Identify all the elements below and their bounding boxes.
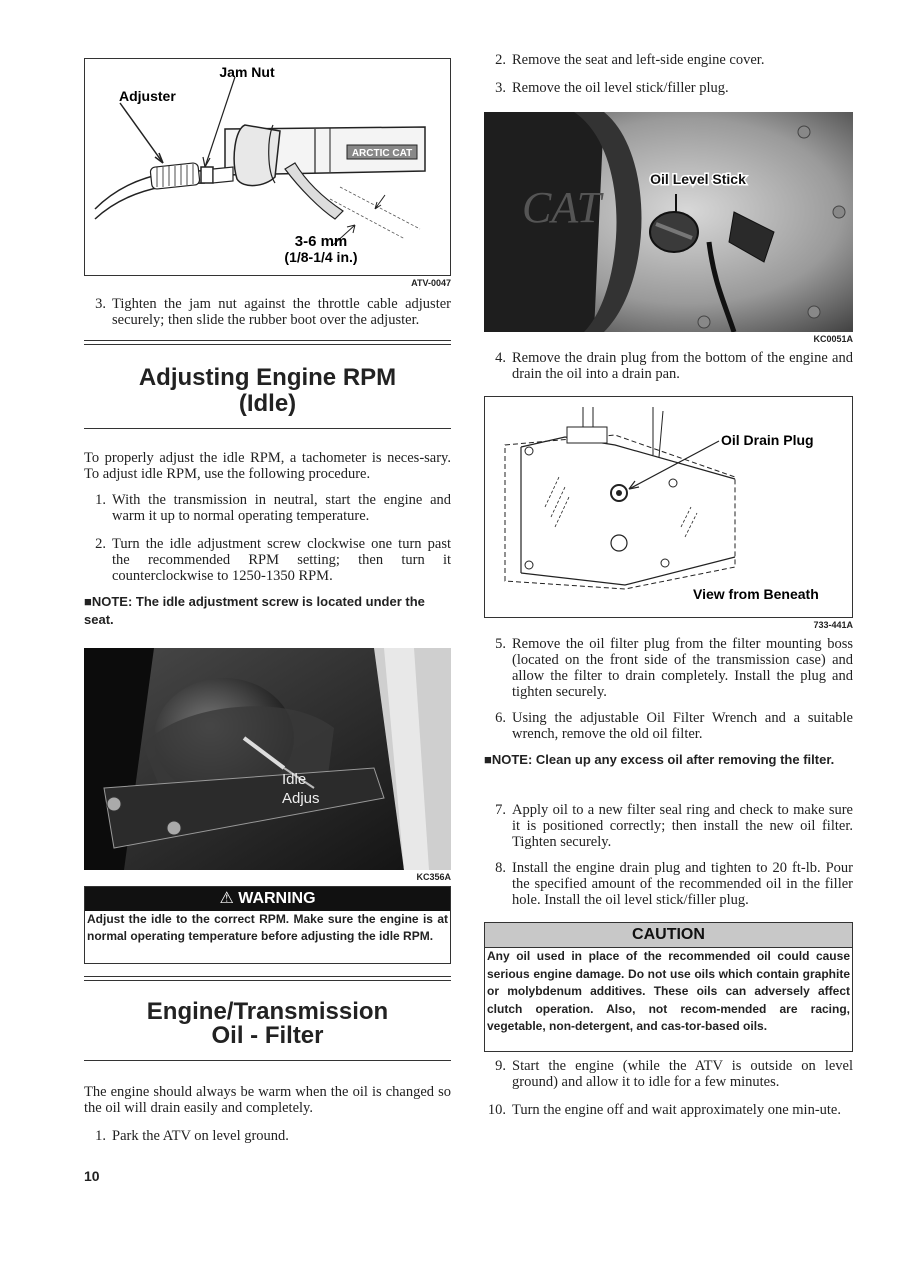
section-divider: [84, 976, 451, 981]
section-intro: The engine should always be warm when the oil is changed so the oil will drain easily and completely.: [84, 1084, 451, 1116]
oil-level-stick-photo: [484, 112, 853, 332]
step-number: 1.: [95, 1128, 106, 1144]
list-item: [484, 636, 853, 702]
idle-label-line2: Adjus: [282, 790, 320, 807]
jam-nut-label: Jam Nut: [219, 64, 275, 80]
step-number: 5.: [495, 636, 506, 652]
step-text: Using the adjustable Oil Filter Wrench and a suitable wrench, remove the old oil filter.: [512, 710, 853, 742]
list-item: [84, 492, 451, 526]
oil-drain-plug-label: Oil Drain Plug: [721, 432, 814, 448]
list-item: [84, 296, 451, 330]
throttle-adjuster-drawing: [85, 59, 450, 275]
step-text: Remove the oil filter plug from the filter mounting boss (located on the front side of the transmission case) and allow the filter to drain completely. Install the plug and tighten securely.: [512, 636, 853, 700]
step-text: Turn the idle adjustment screw clockwise one turn past the recommended RPM setting; then turn it counterclockwise to 1250-1350 RPM.: [112, 536, 451, 584]
section-heading-line2: Oil - Filter: [211, 1022, 324, 1049]
step-number: 4.: [495, 350, 506, 366]
step-number: 9.: [495, 1058, 506, 1074]
list-item: [484, 710, 853, 744]
caution-box: [484, 922, 853, 1052]
section-heading-line2: (Idle): [238, 390, 297, 417]
section-heading-line1: Adjusting Engine RPM: [138, 364, 397, 391]
section-intro: To properly adjust the idle RPM, a tachometer is neces-sary. To adjust idle RPM, use the following procedure.: [84, 450, 451, 482]
list-item: [84, 536, 451, 586]
list-item: [484, 1102, 853, 1136]
note-text: ■NOTE: Clean up any excess oil after removing the filter.: [484, 752, 835, 767]
gap-mm-label: 3-6 mm: [294, 233, 348, 250]
step-text: Apply oil to a new filter seal ring and check to make sure it is positioned correctly; then install the new oil filter. Tighten securely.: [512, 802, 853, 850]
figure-caption: 733-441A: [813, 620, 853, 630]
caution-text: Any oil used in place of the recommended oil could cause serious engine damage. Do not use oils which contain graphite or molybdenum additives. These oils can adversely affect clutch operation. Also, not recom-mended are racing, vegetable, non-detergent, and cas-tor-based oils.: [487, 949, 850, 1033]
step-text: Tighten the jam nut against the throttle cable adjuster securely; then slide the rubber boot over the adjuster.: [112, 296, 451, 328]
section-divider: [84, 340, 451, 345]
step-number: 6.: [495, 710, 506, 726]
list-item: [484, 80, 853, 98]
step-text: Turn the engine off and wait approximately one min-ute.: [512, 1102, 841, 1118]
list-item: [484, 1058, 853, 1092]
engine-cover-brand: CAT: [522, 183, 602, 232]
step-number: 10.: [487, 1102, 506, 1118]
list-item: [484, 52, 853, 70]
adjuster-label: Adjuster: [119, 88, 176, 104]
view-from-beneath-label: View from Beneath: [693, 586, 819, 602]
step-number: 3.: [495, 80, 506, 96]
step-text: Start the engine (while the ATV is outside on level ground) and allow it to idle for a few minutes.: [512, 1058, 853, 1090]
list-item: [84, 1128, 451, 1146]
figure-caption: ATV-0047: [411, 278, 451, 288]
list-item: [484, 860, 853, 910]
drain-plug-figure: [484, 396, 853, 618]
throttle-adjuster-figure: [84, 58, 451, 276]
warning-box: [84, 886, 451, 964]
caution-title: CAUTION: [485, 923, 852, 948]
step-number: 1.: [95, 492, 106, 508]
step-text: Install the engine drain plug and tighten to 20 ft-lb. Pour the specified amount of the recommended oil in the filler hole. Install the oil level stick/filler plug.: [512, 860, 853, 908]
step-text: Remove the drain plug from the bottom of the engine and drain the oil into a drain pan.: [512, 350, 853, 382]
oil-level-stick-label: Oil Level Stick: [650, 171, 746, 187]
step-text: With the transmission in neutral, start the engine and warm it up to normal operating temperature.: [112, 492, 451, 524]
step-text: Remove the seat and left-side engine cover.: [512, 52, 765, 68]
section-rule: [84, 1060, 451, 1061]
page-number: 10: [84, 1168, 100, 1184]
figure-caption: KC0051A: [813, 334, 853, 344]
warning-title: ⚠ WARNING: [85, 887, 450, 911]
figure-caption: KC356A: [416, 872, 451, 882]
list-item: [484, 802, 853, 852]
step-number: 7.: [495, 802, 506, 818]
warning-text: Adjust the idle to the correct RPM. Make sure the engine is at normal operating temperature before adjusting the idle RPM.: [87, 912, 448, 943]
step-text: Park the ATV on level ground.: [112, 1128, 289, 1144]
step-number: 2.: [95, 536, 106, 552]
drain-plug-drawing: [485, 397, 852, 617]
section-heading-line1: Engine/Transmission: [146, 998, 389, 1025]
idle-adjust-photo: [84, 648, 451, 870]
step-number: 2.: [495, 52, 506, 68]
grip-brand-text: ARCTIC CAT: [351, 148, 413, 159]
step-text: Remove the oil level stick/filler plug.: [512, 80, 729, 96]
note-text: ■NOTE: The idle adjustment screw is located under the seat.: [84, 594, 425, 627]
section-rule: [84, 428, 451, 429]
step-number: 3.: [95, 296, 106, 312]
idle-label-line1: Idle: [282, 771, 307, 788]
gap-in-label: (1/8-1/4 in.): [284, 249, 358, 265]
step-number: 8.: [495, 860, 506, 876]
list-item: [484, 350, 853, 384]
